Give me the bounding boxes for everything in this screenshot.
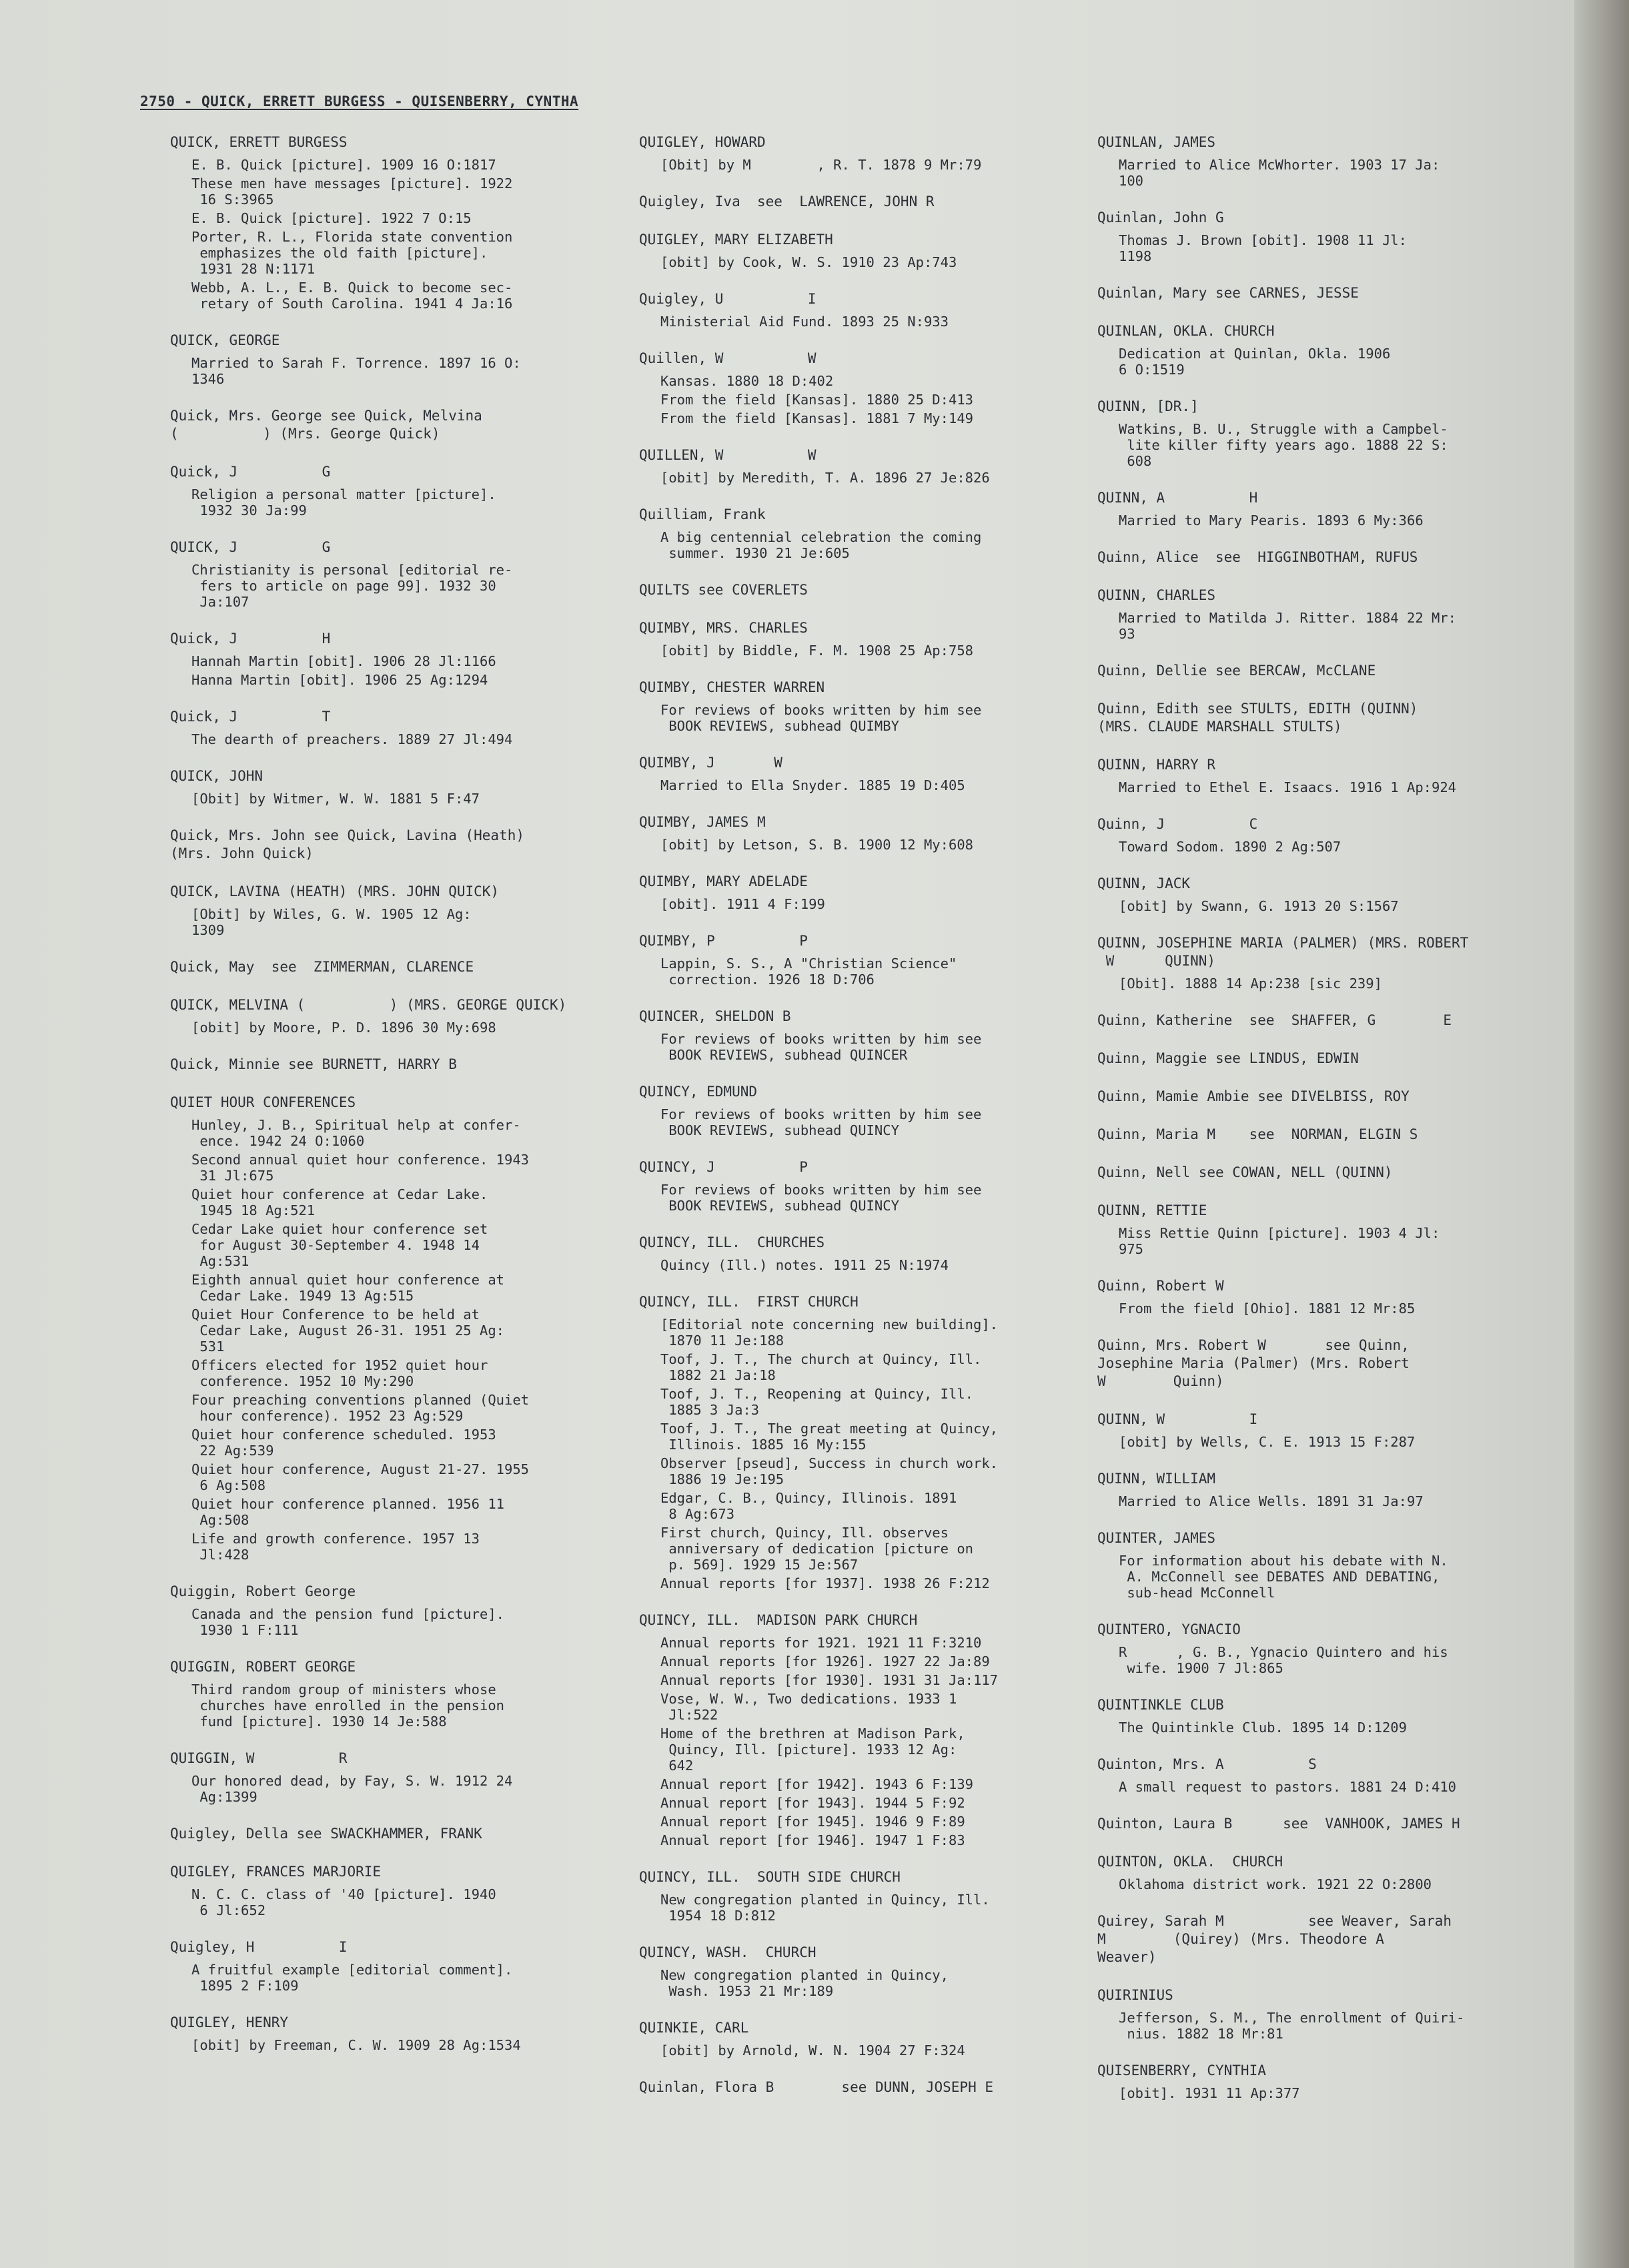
entry-reference: First church, Quincy, Ill. observes anniversary of dedication [picture on p. 569]. 1929 15 Je:567: [660, 1525, 973, 1573]
entry-reference: Annual reports [for 1930]. 1931 31 Ja:117: [660, 1672, 999, 1688]
index-entry: [639, 679, 1066, 734]
entry-reference: Observer [pseud], Success in church work. 1886 19 Je:195: [660, 1455, 999, 1487]
index-entry: [170, 708, 597, 747]
index-entry: [639, 1158, 1066, 1214]
entry-reference: [obit] by Arnold, W. N. 1904 27 F:324: [660, 2042, 965, 2058]
index-entry: [639, 619, 1066, 659]
index-entry: [1097, 1853, 1538, 1892]
entry-reference: Married to Matilda J. Ritter. 1884 22 Mr: 93: [1119, 610, 1457, 642]
entry-heading: QUINCY, ILL. FIRST CHURCH: [639, 1294, 859, 1310]
index-entry: [1097, 1411, 1538, 1450]
index-entry: [1097, 1337, 1538, 1391]
entry-reference: Second annual quiet hour conference. 1943 31 Jl:675: [191, 1152, 530, 1184]
entry-reference: The dearth of preachers. 1889 27 Jl:494: [191, 731, 513, 747]
entry-heading: QUINN, W I: [1097, 1411, 1258, 1427]
entry-reference: Hunley, J. B., Spiritual help at confer- ence. 1942 24 O:1060: [191, 1117, 521, 1149]
entry-heading: QUINCER, SHELDON B: [639, 1008, 791, 1024]
index-column-2: [639, 133, 1066, 2117]
entry-reference: Life and growth conference. 1957 13 Jl:428: [191, 1531, 480, 1563]
entry-heading: QUINN, JOSEPHINE MARIA (PALMER) (MRS. ROBERT W QUINN): [1097, 935, 1469, 969]
entry-heading: Quinlan, Flora B see DUNN, JOSEPH E: [639, 2079, 994, 2095]
index-entry: [1097, 1164, 1538, 1182]
entry-heading: Quinn, Dellie see BERCAW, McCLANE: [1097, 663, 1376, 679]
index-entry: [639, 1944, 1066, 1999]
index-entry: [170, 827, 597, 863]
entry-heading: QUIGGIN, ROBERT GEORGE: [170, 1659, 356, 1675]
entry-heading: QUICK, MELVINA ( ) (MRS. GEORGE QUICK): [170, 997, 567, 1013]
entry-reference: For reviews of books written by him see BOOK REVIEWS, subhead QUIMBY: [660, 702, 982, 734]
entry-heading: QUINTERO, YGNACIO: [1097, 1621, 1241, 1637]
entry-heading: QUINN, RETTIE: [1097, 1202, 1207, 1218]
entry-reference: Eighth annual quiet hour conference at Cedar Lake. 1949 13 Ag:515: [191, 1272, 504, 1304]
entry-reference: Our honored dead, by Fay, S. W. 1912 24 Ag:1399: [191, 1773, 513, 1805]
index-entry: [1097, 548, 1538, 566]
entry-heading: QUINTINKLE CLUB: [1097, 1697, 1224, 1713]
entry-heading: Quick, Minnie see BURNETT, HARRY B: [170, 1056, 457, 1072]
index-entry: [1097, 133, 1538, 189]
entry-reference: Edgar, C. B., Quincy, Illinois. 1891 8 Ag:673: [660, 1490, 957, 1522]
entry-reference: Jefferson, S. M., The enrollment of Quiri- nius. 1882 18 Mr:81: [1119, 2010, 1465, 2042]
entry-reference: Vose, W. W., Two dedications. 1933 1 Jl:522: [660, 1691, 957, 1723]
entry-reference: Cedar Lake quiet hour conference set for August 30-September 4. 1948 14 Ag:531: [191, 1221, 488, 1269]
index-entry: [170, 883, 597, 938]
entry-reference: N. C. C. class of '40 [picture]. 1940 6 Jl:652: [191, 1886, 496, 1918]
entry-reference: Annual reports for 1921. 1921 11 F:3210: [660, 1635, 982, 1651]
entry-reference: [Obit] by Wiles, G. W. 1905 12 Ag: 1309: [191, 906, 472, 938]
index-entry: [1097, 815, 1538, 855]
entry-heading: Quinton, Mrs. A S: [1097, 1756, 1317, 1772]
entry-heading: QUINN, WILLIAM: [1097, 1471, 1216, 1487]
index-entry: [1097, 1277, 1538, 1316]
index-entry: [170, 1583, 597, 1638]
index-entry: [639, 290, 1066, 330]
entry-heading: QUINN, A H: [1097, 490, 1258, 506]
entry-reference: [obit] by Wells, C. E. 1913 15 F:287: [1119, 1434, 1416, 1450]
index-entry: [1097, 1126, 1538, 1144]
entry-reference: [Editorial note concerning new building]. 1870 11 Je:188: [660, 1316, 999, 1349]
entry-reference: [obit]. 1931 11 Ap:377: [1119, 2085, 1300, 2101]
entry-reference: For information about his debate with N. A. McConnell see DEBATES AND DEBATING, sub-head McConnell: [1119, 1553, 1448, 1601]
entry-heading: QUIGGIN, W R: [170, 1750, 348, 1766]
index-entry: [639, 1611, 1066, 1848]
entry-reference: Hannah Martin [obit]. 1906 28 Jl:1166: [191, 653, 496, 669]
entry-reference: Annual report [for 1942]. 1943 6 F:139: [660, 1776, 973, 1792]
index-entry: [1097, 209, 1538, 264]
entry-reference: For reviews of books written by him see BOOK REVIEWS, subhead QUINCY: [660, 1182, 982, 1214]
entry-heading: Quigley, Iva see LAWRENCE, JOHN R: [639, 194, 935, 210]
index-entry: [639, 1234, 1066, 1273]
entry-heading: QUINLAN, JAMES: [1097, 134, 1216, 150]
entry-heading: Quinn, Maggie see LINDUS, EDWIN: [1097, 1050, 1359, 1066]
entry-reference: R , G. B., Ygnacio Quintero and his wife. 1900 7 Jl:865: [1119, 1644, 1448, 1676]
index-entry: [1097, 1088, 1538, 1106]
entry-heading: QUISENBERRY, CYNTHIA: [1097, 2062, 1266, 2078]
entry-heading: Quirey, Sarah M see Weaver, Sarah M (Quirey) (Mrs. Theodore A Weaver): [1097, 1913, 1452, 1965]
entry-reference: Oklahoma district work. 1921 22 O:2800: [1119, 1876, 1432, 1892]
index-entry: [170, 1056, 597, 1074]
entry-reference: Ministerial Aid Fund. 1893 25 N:933: [660, 314, 949, 330]
index-entry: [639, 350, 1066, 426]
index-entry: [1097, 284, 1538, 302]
entry-reference: Religion a personal matter [picture]. 1932 30 Ja:99: [191, 486, 496, 518]
entry-heading: QUIMBY, P P: [639, 933, 808, 949]
entry-heading: QUILTS see COVERLETS: [639, 582, 808, 598]
entry-heading: Quinn, J C: [1097, 816, 1258, 832]
index-entry: [639, 1293, 1066, 1591]
entry-reference: A big centennial celebration the coming summer. 1930 21 Je:605: [660, 529, 982, 561]
entry-heading: Quigley, H I: [170, 1939, 348, 1955]
entry-heading: QUIGLEY, FRANCES MARJORIE: [170, 1864, 382, 1880]
index-entry: [639, 754, 1066, 793]
entry-reference: Dedication at Quinlan, Okla. 1906 6 O:1519: [1119, 346, 1391, 378]
index-entry: [639, 873, 1066, 912]
index-column-3: [1097, 133, 1538, 2121]
entry-reference: Lappin, S. S., A "Christian Science" correction. 1926 18 D:706: [660, 956, 957, 988]
entry-reference: Hanna Martin [obit]. 1906 25 Ag:1294: [191, 672, 488, 688]
index-entry: [170, 133, 597, 312]
index-entry: [1097, 1815, 1538, 1833]
entry-heading: QUINN, CHARLES: [1097, 587, 1216, 603]
entry-reference: Third random group of ministers whose churches have enrolled in the pension fund [picture]. 1930 14 Je:588: [191, 1681, 504, 1730]
entry-reference: Quiet hour conference, August 21-27. 1955 6 Ag:508: [191, 1461, 530, 1493]
entry-heading: QUINN, HARRY R: [1097, 757, 1216, 773]
entry-reference: [obit] by Swann, G. 1913 20 S:1567: [1119, 898, 1399, 914]
entry-reference: Married to Ethel E. Isaacs. 1916 1 Ap:924: [1119, 779, 1457, 795]
index-entry: [170, 538, 597, 610]
entry-reference: These men have messages [picture]. 1922 16 S:3965: [191, 175, 513, 208]
index-entry: [170, 630, 597, 688]
entry-heading: Quinn, Alice see HIGGINBOTHAM, RUFUS: [1097, 549, 1418, 565]
entry-reference: For reviews of books written by him see BOOK REVIEWS, subhead QUINCY: [660, 1106, 982, 1138]
index-entry: [1097, 1470, 1538, 1509]
entry-heading: Quick, J G: [170, 464, 331, 480]
index-entry: [170, 1938, 597, 1994]
entry-reference: Porter, R. L., Florida state convention emphasizes the old faith [picture]. 1931 28 N:1171: [191, 229, 513, 277]
entry-heading: Quinlan, John G: [1097, 210, 1224, 226]
entry-heading: Quinton, Laura B see VANHOOK, JAMES H: [1097, 1816, 1460, 1832]
entry-heading: QUINTER, JAMES: [1097, 1530, 1216, 1546]
entry-heading: Quillen, W W: [639, 350, 817, 366]
index-entry: [170, 958, 597, 976]
entry-heading: QUINCY, ILL. SOUTH SIDE CHURCH: [639, 1869, 901, 1885]
entry-heading: QUINCY, ILL. MADISON PARK CHURCH: [639, 1612, 918, 1628]
entry-reference: Officers elected for 1952 quiet hour conference. 1952 10 My:290: [191, 1357, 488, 1389]
entry-reference: Toof, J. T., The church at Quincy, Ill. 1882 21 Ja:18: [660, 1351, 982, 1383]
index-entry: [1097, 322, 1538, 378]
index-column-1: [170, 133, 597, 2073]
entry-reference: [obit]. 1911 4 F:199: [660, 896, 825, 912]
index-entry: [170, 1750, 597, 1805]
index-entry: [1097, 1621, 1538, 1676]
index-entry: [1097, 1756, 1538, 1795]
entry-reference: Married to Ella Snyder. 1885 19 D:405: [660, 777, 965, 793]
index-entry: [170, 767, 597, 807]
index-entry: [639, 1083, 1066, 1138]
entry-heading: QUICK, JOHN: [170, 768, 263, 784]
entry-reference: Annual report [for 1945]. 1946 9 F:89: [660, 1814, 965, 1830]
entry-reference: New congregation planted in Quincy, Ill. 1954 18 D:812: [660, 1892, 990, 1924]
entry-reference: Annual reports [for 1926]. 1927 22 Ja:89: [660, 1653, 990, 1669]
index-entry: [1097, 1986, 1538, 2042]
entry-heading: Quick, May see ZIMMERMAN, CLARENCE: [170, 959, 474, 975]
index-entry: [1097, 875, 1538, 914]
index-entry: [170, 332, 597, 387]
entry-reference: Married to Alice Wells. 1891 31 Ja:97: [1119, 1493, 1424, 1509]
entry-heading: QUINLAN, OKLA. CHURCH: [1097, 323, 1275, 339]
entry-reference: Toof, J. T., Reopening at Quincy, Ill. 1885 3 Ja:3: [660, 1386, 973, 1418]
index-entry: [639, 1868, 1066, 1924]
index-entry: [1097, 2062, 1538, 2101]
index-entry: [1097, 1912, 1538, 1966]
entry-heading: QUICK, ERRETT BURGESS: [170, 134, 348, 150]
entry-reference: The Quintinkle Club. 1895 14 D:1209: [1119, 1720, 1407, 1736]
entry-heading: Quinn, Edith see STULTS, EDITH (QUINN) (MRS. CLAUDE MARSHALL STULTS): [1097, 701, 1418, 735]
index-entry: [639, 581, 1066, 599]
index-entry: [1097, 1529, 1538, 1601]
index-entry: [1097, 587, 1538, 642]
entry-reference: New congregation planted in Quincy, Wash. 1953 21 Mr:189: [660, 1967, 949, 1999]
entry-heading: Quilliam, Frank: [639, 506, 766, 522]
entry-reference: [Obit] by M , R. T. 1878 9 Mr:79: [660, 157, 982, 173]
index-entry: [639, 231, 1066, 270]
entry-reference: Home of the brethren at Madison Park, Quincy, Ill. [picture]. 1933 12 Ag: 642: [660, 1726, 965, 1774]
entry-heading: QUIGLEY, MARY ELIZABETH: [639, 232, 833, 248]
entry-heading: QUICK, LAVINA (HEATH) (MRS. JOHN QUICK): [170, 883, 500, 899]
entry-reference: E. B. Quick [picture]. 1909 16 O:1817: [191, 157, 496, 173]
index-entry: [1097, 662, 1538, 680]
entry-heading: QUIMBY, CHESTER WARREN: [639, 679, 825, 695]
entry-reference: Annual reports [for 1937]. 1938 26 F:212: [660, 1575, 990, 1591]
entry-heading: QUINN, [DR.]: [1097, 398, 1199, 414]
index-entry: [639, 506, 1066, 561]
index-entry: [170, 2014, 597, 2053]
entry-reference: For reviews of books written by him see BOOK REVIEWS, subhead QUINCER: [660, 1031, 982, 1063]
entry-reference: Watkins, B. U., Struggle with a Campbel- lite killer fifty years ago. 1888 22 S: 608: [1119, 421, 1448, 469]
entry-heading: QUINCY, J P: [639, 1159, 808, 1175]
entry-heading: QUIET HOUR CONFERENCES: [170, 1094, 356, 1110]
entry-reference: [obit] by Meredith, T. A. 1896 27 Je:826: [660, 470, 990, 486]
entry-heading: Quinn, Nell see COWAN, NELL (QUINN): [1097, 1164, 1393, 1180]
entry-heading: Quick, J H: [170, 631, 331, 647]
entry-reference: Annual report [for 1943]. 1944 5 F:92: [660, 1795, 965, 1811]
entry-reference: [obit] by Biddle, F. M. 1908 25 Ap:758: [660, 643, 973, 659]
entry-heading: Quigley, U I: [639, 291, 817, 307]
entry-heading: Quinn, Katherine see SHAFFER, G E: [1097, 1012, 1452, 1028]
index-entry: [170, 1863, 597, 1918]
index-entry: [1097, 1050, 1538, 1068]
entry-reference: [obit] by Cook, W. S. 1910 23 Ap:743: [660, 254, 957, 270]
entry-heading: QUIGLEY, HOWARD: [639, 134, 766, 150]
index-entry: [639, 813, 1066, 853]
entry-heading: Quinlan, Mary see CARNES, JESSE: [1097, 285, 1359, 301]
entry-heading: Quinn, Mamie Ambie see DIVELBISS, ROY: [1097, 1088, 1410, 1104]
entry-reference: From the field [Kansas]. 1880 25 D:413: [660, 392, 973, 408]
entry-heading: QUIMBY, MARY ADELADE: [639, 873, 808, 889]
entry-reference: [obit] by Moore, P. D. 1896 30 My:698: [191, 1020, 496, 1036]
entry-heading: QUILLEN, W W: [639, 447, 817, 463]
entry-heading: Quiggin, Robert George: [170, 1583, 356, 1599]
index-entry: [1097, 756, 1538, 795]
index-entry: [639, 1008, 1066, 1063]
entry-reference: E. B. Quick [picture]. 1922 7 O:15: [191, 210, 472, 226]
entry-reference: Toward Sodom. 1890 2 Ag:507: [1119, 839, 1341, 855]
entry-heading: QUINN, JACK: [1097, 875, 1191, 891]
entry-heading: Quinn, Mrs. Robert W see Quinn, Josephine Maria (Palmer) (Mrs. Robert W Quinn): [1097, 1337, 1410, 1389]
entry-reference: [Obit]. 1888 14 Ap:238 [sic 239]: [1119, 976, 1382, 992]
entry-heading: Quick, Mrs. George see Quick, Melvina ( ) (Mrs. George Quick): [170, 408, 482, 442]
index-entry: [170, 996, 597, 1036]
entry-reference: Toof, J. T., The great meeting at Quincy, Illinois. 1885 16 My:155: [660, 1421, 999, 1453]
index-entry: [1097, 1696, 1538, 1736]
entry-heading: QUINKIE, CARL: [639, 2020, 749, 2036]
entry-heading: Quigley, Della see SWACKHAMMER, FRANK: [170, 1826, 482, 1842]
entry-heading: QUIMBY, MRS. CHARLES: [639, 620, 808, 636]
entry-heading: QUINCY, ILL. CHURCHES: [639, 1234, 825, 1250]
index-entry: [1097, 700, 1538, 736]
entry-heading: QUIMBY, J W: [639, 755, 782, 771]
index-entry: [639, 2019, 1066, 2058]
index-entry: [639, 932, 1066, 988]
index-entry: [170, 1658, 597, 1730]
entry-heading: QUIGLEY, HENRY: [170, 2014, 289, 2030]
entry-heading: QUIRINIUS: [1097, 1987, 1173, 2003]
entry-reference: Married to Sarah F. Torrence. 1897 16 O: 1346: [191, 355, 521, 387]
entry-reference: Thomas J. Brown [obit]. 1908 11 Jl: 1198: [1119, 232, 1407, 264]
entry-heading: Quinn, Robert W: [1097, 1278, 1224, 1294]
entry-reference: Quiet hour conference at Cedar Lake. 1945 18 Ag:521: [191, 1186, 488, 1218]
index-entry: [1097, 934, 1538, 992]
index-entry: [639, 2078, 1066, 2097]
entry-heading: Quinn, Maria M see NORMAN, ELGIN S: [1097, 1126, 1418, 1142]
entry-reference: Quiet hour conference scheduled. 1953 22 Ag:539: [191, 1427, 496, 1459]
index-entry: [639, 193, 1066, 211]
entry-heading: QUICK, J G: [170, 539, 331, 555]
entry-reference: A small request to pastors. 1881 24 D:410: [1119, 1779, 1457, 1795]
entry-reference: [obit] by Freeman, C. W. 1909 28 Ag:1534: [191, 2037, 521, 2053]
entry-reference: Quiet Hour Conference to be held at Cedar Lake, August 26-31. 1951 25 Ag: 531: [191, 1306, 504, 1355]
entry-heading: QUINCY, EDMUND: [639, 1084, 758, 1100]
index-entry: [170, 1094, 597, 1563]
entry-reference: Quincy (Ill.) notes. 1911 25 N:1974: [660, 1257, 949, 1273]
entry-reference: Annual report [for 1946]. 1947 1 F:83: [660, 1832, 965, 1848]
entry-reference: Christianity is personal [editorial re- fers to article on page 99]. 1932 30 Ja:107: [191, 562, 513, 610]
page-header: 2750 - QUICK, ERRETT BURGESS - QUISENBERRY, CYNTHA: [140, 93, 579, 109]
index-entry: [1097, 398, 1538, 469]
index-entry: [170, 407, 597, 443]
entry-heading: QUINTON, OKLA. CHURCH: [1097, 1854, 1283, 1870]
entry-reference: Canada and the pension fund [picture]. 1930 1 F:111: [191, 1606, 504, 1638]
entry-reference: [obit] by Letson, S. B. 1900 12 My:608: [660, 837, 973, 853]
index-entry: [1097, 489, 1538, 528]
entry-heading: Quick, Mrs. John see Quick, Lavina (Heath) (Mrs. John Quick): [170, 827, 525, 861]
entry-heading: QUINCY, WASH. CHURCH: [639, 1944, 817, 1960]
entry-reference: From the field [Ohio]. 1881 12 Mr:85: [1119, 1300, 1416, 1316]
entry-heading: QUIMBY, JAMES M: [639, 814, 766, 830]
entry-heading: Quick, J T: [170, 709, 331, 725]
entry-reference: From the field [Kansas]. 1881 7 My:149: [660, 410, 973, 426]
index-entry: [1097, 1202, 1538, 1257]
index-entry: [170, 463, 597, 518]
entry-reference: Quiet hour conference planned. 1956 11 Ag:508: [191, 1496, 504, 1528]
index-entry: [639, 446, 1066, 486]
entry-reference: Kansas. 1880 18 D:402: [660, 373, 834, 389]
entry-reference: Four preaching conventions planned (Quiet hour conference). 1952 23 Ag:529: [191, 1392, 530, 1424]
index-entry: [170, 1825, 597, 1843]
entry-reference: Married to Alice McWhorter. 1903 17 Ja: 100: [1119, 157, 1440, 189]
entry-reference: [Obit] by Witmer, W. W. 1881 5 F:47: [191, 791, 480, 807]
entry-reference: Webb, A. L., E. B. Quick to become sec- retary of South Carolina. 1941 4 Ja:16: [191, 280, 513, 312]
book-spine-edge: [1574, 0, 1629, 2268]
entry-reference: Miss Rettie Quinn [picture]. 1903 4 Jl: 975: [1119, 1225, 1440, 1257]
index-entry: [639, 133, 1066, 173]
entry-reference: A fruitful example [editorial comment]. 1895 2 F:109: [191, 1962, 513, 1994]
entry-reference: Married to Mary Pearis. 1893 6 My:366: [1119, 512, 1424, 528]
entry-heading: QUICK, GEORGE: [170, 332, 280, 348]
index-entry: [1097, 1012, 1538, 1030]
